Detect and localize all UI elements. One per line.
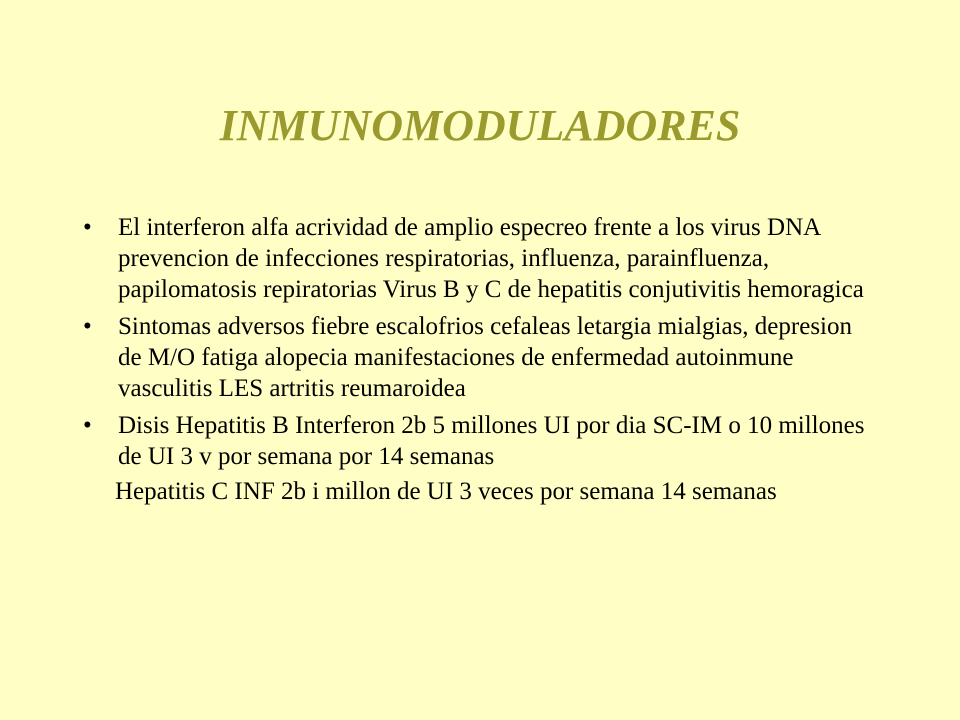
continuation-text: Hepatitis C INF 2b i millon de UI 3 veces por semana 14 semanas (115, 478, 777, 505)
slide-title: INMUNOMODULADORES (219, 101, 741, 150)
bullet-item-sintomas (80, 311, 880, 404)
bullet-text: Sintomas adversos fiebre escalofrios cefaleas letargia mialgias, depresion de M/O fatiga alopecia manifestaciones de enfermedad autoinmune vasculitis LES artritis reumaroidea (118, 313, 852, 402)
bullet-icon: • (83, 412, 92, 439)
bullet-icon: • (83, 214, 92, 241)
bullet-text: Disis Hepatitis B Interferon 2b 5 millones UI por dia SC-IM o 10 millones de UI 3 v por semana por 14 semanas (118, 412, 865, 470)
bullet-text: El interferon alfa acrividad de amplio especreo frente a los virus DNA prevencion de infecciones respiratorias, influenza, parainfluenza, papilomatosis repiratorias Virus B y C de hepatitis conjutivitis hemoragica (118, 214, 864, 303)
bullet-item-interferon (80, 212, 880, 305)
bullet-item-dosis (80, 410, 880, 472)
slide-body (80, 212, 880, 507)
bullet-icon: • (83, 313, 92, 340)
